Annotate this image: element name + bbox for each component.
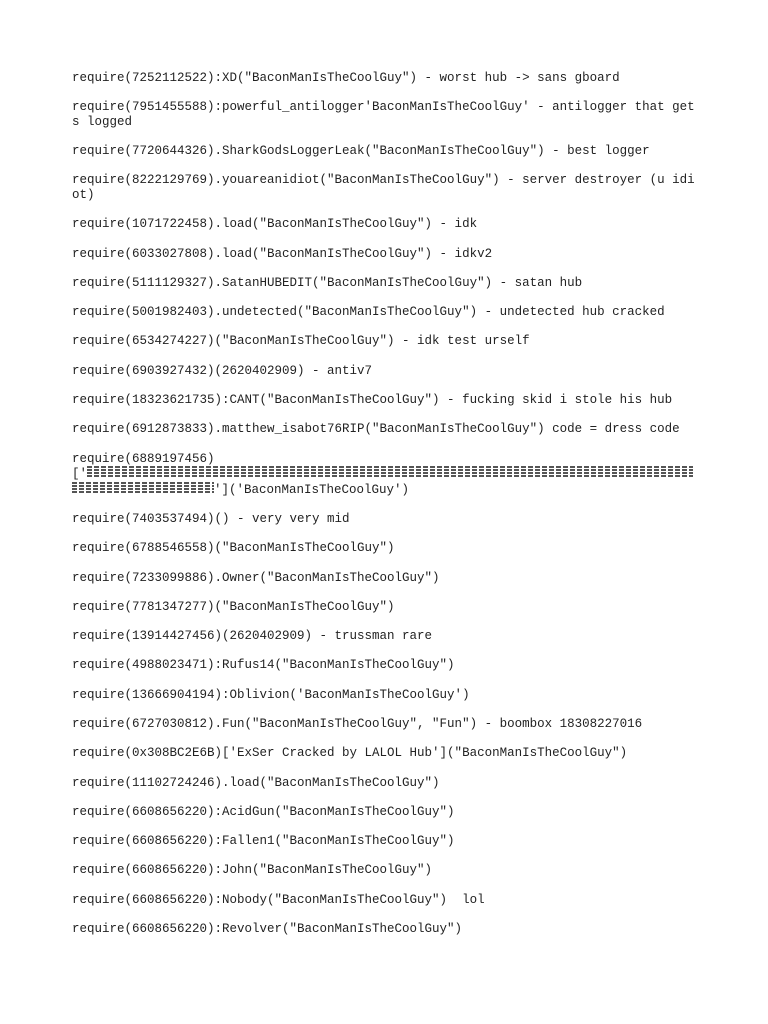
text-line: require(6534274227)("BaconManIsTheCoolGuy") - idk test urself bbox=[72, 334, 530, 349]
text-line: require(7403537494)() - very very mid bbox=[72, 512, 350, 527]
text-line: require(6033027808).load("BaconManIsTheCoolGuy") - idkv2 bbox=[72, 246, 493, 261]
text-line: require(6608656220):Nobody("BaconManIsTheCoolGuy") lol bbox=[72, 892, 485, 907]
text-line: require(5111129327).SatanHUBEDIT("BaconManIsTheCoolGuy") - satan hub bbox=[72, 275, 583, 290]
garbled-line-prefix: require(6889197456) bbox=[72, 451, 215, 466]
unrenderable-glyphs bbox=[87, 466, 693, 478]
document-page bbox=[72, 71, 698, 951]
text-line: require(6608656220):John("BaconManIsTheCoolGuy") bbox=[72, 863, 433, 878]
text-line: require(18323621735):CANT("BaconManIsTheCoolGuy") - fucking skid i stole his hub bbox=[72, 393, 673, 407]
text-line: require(13666904194):Oblivion('BaconManIsTheCoolGuy') bbox=[72, 687, 470, 702]
text-line: require(8222129769).youareanidiot("BaconManIsTheCoolGuy") - server destroyer (u idiot) bbox=[72, 173, 695, 203]
text-line: require(7951455588):powerful_antilogger'BaconManIsTheCoolGuy' - antilogger that gets logged bbox=[72, 100, 695, 129]
text-line: require(7720644326).SharkGodsLoggerLeak("BaconManIsTheCoolGuy") - best logger bbox=[72, 144, 650, 159]
text-line: require(6608656220):Fallen1("BaconManIsTheCoolGuy") bbox=[72, 834, 455, 849]
text-line: require(6912873833).matthew_isabot76RIP("BaconManIsTheCoolGuy") code = dress code bbox=[72, 422, 680, 437]
garbled-line-close: ']('BaconManIsTheCoolGuy') bbox=[214, 482, 410, 497]
text-line: require(7233099886).Owner("BaconManIsTheCoolGuy") bbox=[72, 570, 440, 585]
text-line: require(7252112522):XD("BaconManIsTheCoolGuy") - worst hub -> sans gboard bbox=[72, 71, 620, 85]
text-line: require(6608656220):AcidGun("BaconManIsTheCoolGuy") bbox=[72, 804, 455, 819]
text-line: require(13914427456)(2620402909) - trussman rare bbox=[72, 629, 433, 644]
text-line: require(7781347277)("BaconManIsTheCoolGuy") bbox=[72, 599, 395, 614]
text-line: require(5001982403).undetected("BaconManIsTheCoolGuy") - undetected hub cracked bbox=[72, 305, 665, 320]
text-line: require(6727030812).Fun("BaconManIsTheCoolGuy", "Fun") - boombox 18308227016 bbox=[72, 717, 643, 731]
garbled-text-line bbox=[72, 452, 698, 498]
text-line: require(6903927432)(2620402909) - antiv7 bbox=[72, 363, 373, 378]
text-line: require(6608656220):Revolver("BaconManIsTheCoolGuy") bbox=[72, 921, 463, 936]
text-line: require(6788546558)("BaconManIsTheCoolGuy") bbox=[72, 541, 395, 556]
unrenderable-glyphs bbox=[72, 482, 214, 494]
text-line: require(4988023471):Rufus14("BaconManIsTheCoolGuy") bbox=[72, 658, 455, 673]
text-line: require(0x308BC2E6B)['ExSer Cracked by LALOL Hub']("BaconManIsTheCoolGuy") bbox=[72, 746, 628, 761]
text-line: require(1071722458).load("BaconManIsTheCoolGuy") - idk bbox=[72, 217, 478, 232]
garbled-line-open: [' bbox=[72, 467, 88, 482]
text-line: require(11102724246).load("BaconManIsTheCoolGuy") bbox=[72, 775, 440, 790]
